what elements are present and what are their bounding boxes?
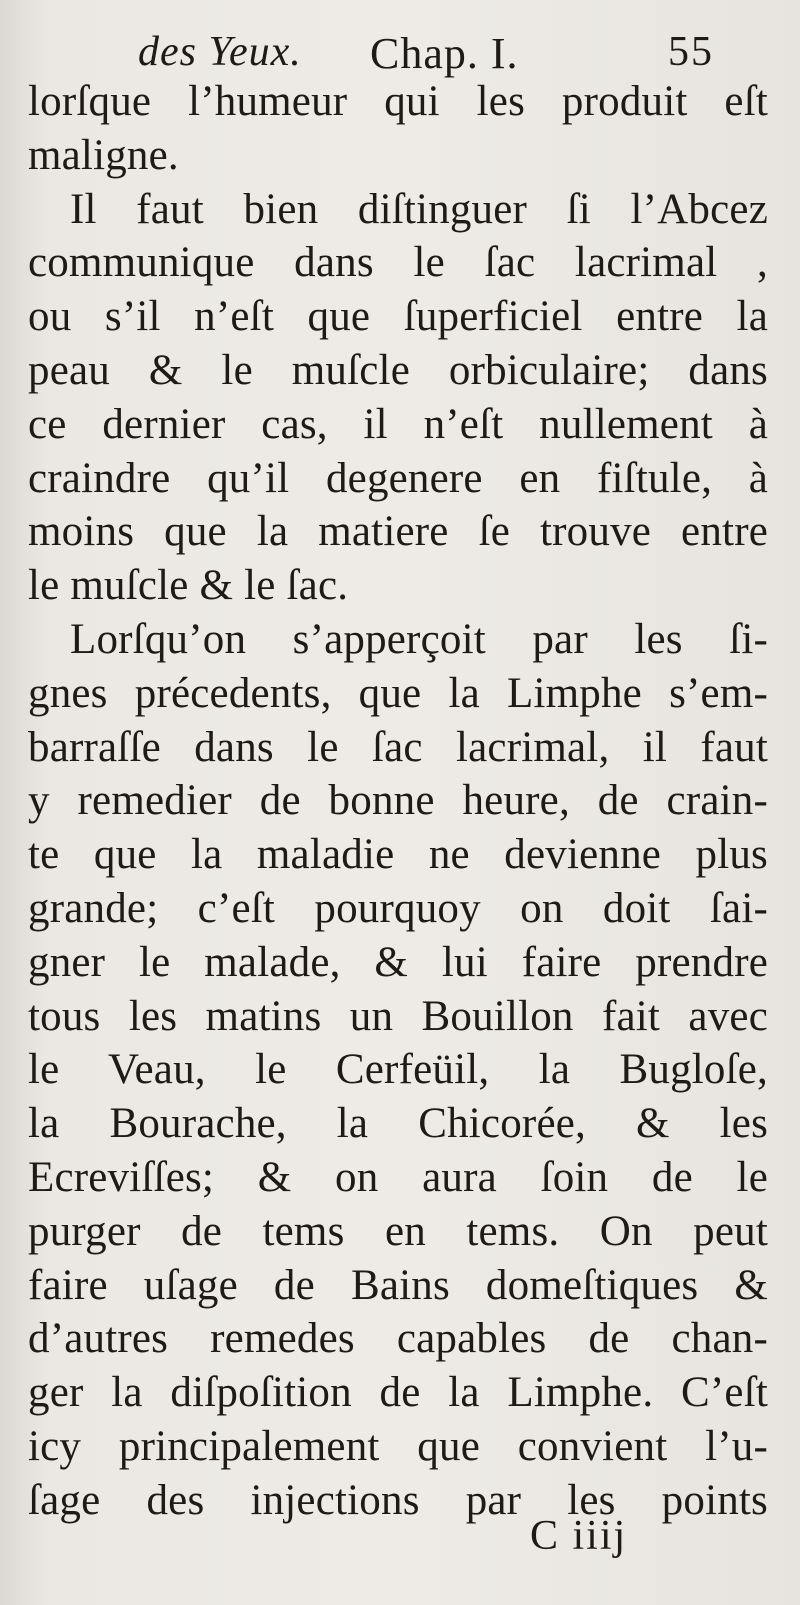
text-line: communique dans le ſac lacrimal , xyxy=(28,239,768,287)
text-line: y remedier de bonne heure, de crain- xyxy=(28,777,768,825)
text-line: faire uſage de Bains domeſtiques & xyxy=(28,1261,768,1309)
chapter-label: Chap. I. xyxy=(370,29,519,78)
text-line: te que la maladie ne devienne plus xyxy=(28,831,768,879)
text-line: la Bourache, la Chicorée, & les xyxy=(28,1100,768,1148)
text-line: tous les matins un Bouillon fait avec xyxy=(28,992,768,1040)
text-line: Ecreviſſes; & on aura ſoin de le xyxy=(28,1153,768,1201)
text-line: le muſcle & le ſac. xyxy=(28,562,349,610)
text-body xyxy=(28,75,768,1528)
text-line: Lorſqu’on s’apperçoit par les ſi- xyxy=(70,615,768,663)
text-line: ger la diſpoſition de la Limphe. C’eſt xyxy=(28,1369,768,1417)
text-line: ſage des injections par les points xyxy=(28,1476,768,1524)
text-line: d’autres remedes capables de chan- xyxy=(28,1315,768,1363)
text-line: gnes précedents, que la Limphe s’em- xyxy=(28,669,768,717)
signature-mark: C iiij xyxy=(530,1513,628,1559)
text-line: maligne. xyxy=(28,131,179,179)
text-line: lorſque l’humeur qui les produit eſt xyxy=(28,78,768,125)
text-line: purger de tems en tems. On peut xyxy=(28,1207,768,1255)
text-line: ou s’il n’eſt que ſuperficiel entre la xyxy=(28,293,768,341)
text-line: craindre qu’il degenere en fiſtule, à xyxy=(28,454,768,502)
text-line: ce dernier cas, il n’eſt nullement à xyxy=(28,400,768,448)
text-line: moins que la matiere ſe trouve entre xyxy=(28,508,768,556)
text-line: le Veau, le Cerfeüil, la Bugloſe, xyxy=(28,1046,768,1094)
page-number: 55 xyxy=(668,29,714,75)
text-line: peau & le muſcle orbiculaire; dans xyxy=(28,346,768,394)
text-line: Il faut bien diſtinguer ſi l’Abcez xyxy=(70,185,768,233)
text-line: icy principalement que convient l’u- xyxy=(28,1422,768,1470)
text-line: gner le malade, & lui faire prendre xyxy=(28,938,768,986)
text-line: grande; c’eſt pourquoy on doit ſai- xyxy=(28,884,768,932)
text-line: barraſſe dans le ſac lacrimal, il faut xyxy=(28,723,768,771)
running-title: des Yeux. xyxy=(138,29,302,75)
